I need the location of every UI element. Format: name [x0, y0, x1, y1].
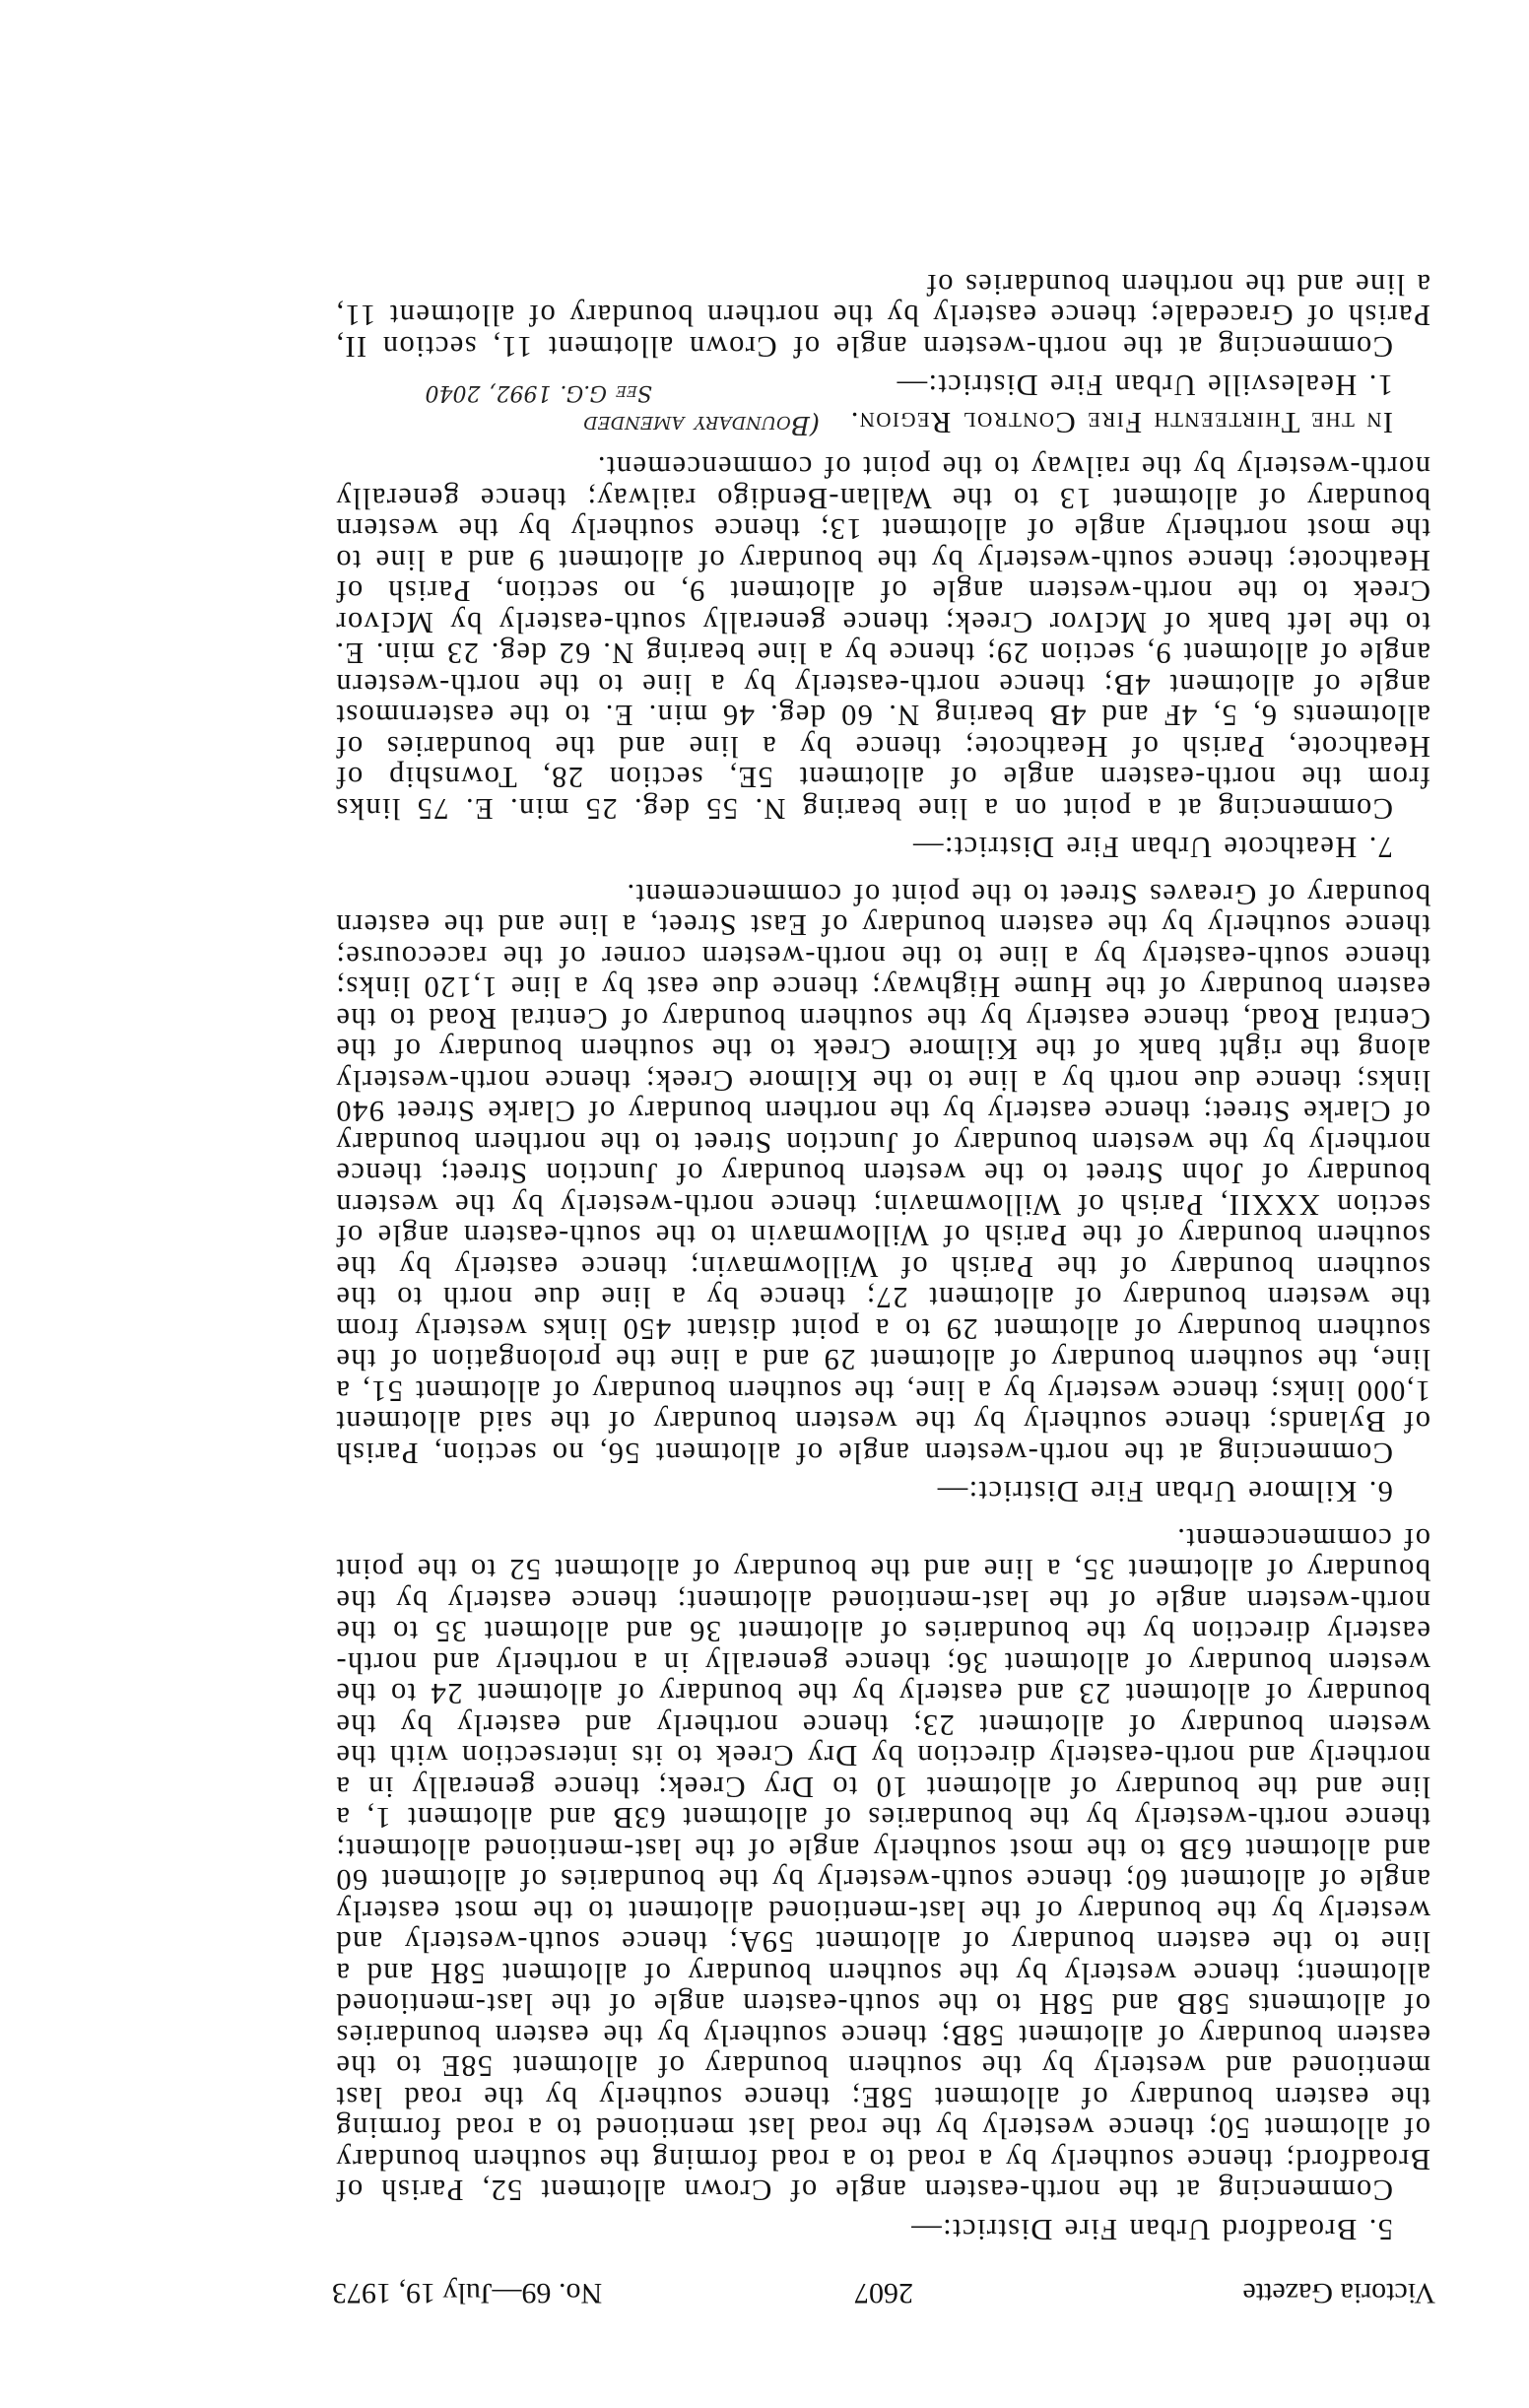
section-text-kilmore: Commencing at the north-western angle of allotment 56, no section, Parish of Bylands; thence southerly by the western boundary of the said allotment 1,000 links; thence westerly by a line, the southern boundary of allotment 51, a line, the southern boundary of allotment 29 and a line the prolongation of the southern boundary of allotment 29 to a point distant 450 links westerly from the western boundary of allotment 27; thence by a line due north to the southern boundary of the Parish of Willowmavin; thence easterly by the southern boundary of the Parish of Willowmavin to the south-eastern angle of section XXXII, Parish of Willowmavin; thence north-westerly by the western boundary of John Street to the western boundary of Junction Street; thence northerly by the western boundary of Junction Street to the northern boundary of Clarke Street; thence easterly by the northern boundary of Clarke Street 940 links; thence due north by a line to the Kilmore Creek; thence north-westerly along the right bank of the Kilmore Creek to the southern boundary of the Central Road, thence easterly by the southern boundary of Central Road to the eastern boundary of the Hume Highway; thence due east by a line 1,120 links; thence south-easterly by a line to the north-western corner of the racecourse; thence southerly by the eastern boundary of East Street, a line and the eastern boundary of Greaves Street to the point of commencement.: [335, 878, 1430, 1470]
publication-title: Victoria Gazette: [1242, 2277, 1435, 2309]
section-text-healesville: Commencing at the north-western angle of Crown allotment 11, section II, Parish of Gracedale; thence easterly by the northern boundary of allotment 11, a line and the northern boundaries of: [335, 268, 1430, 364]
section-heading-broadford: 5. Broadford Urban Fire District:—: [909, 2213, 1393, 2246]
section-text-broadford: Commencing at the north-eastern angle of Crown allotment 52, Parish of Broadford; thence southerly by a road to a road forming the southern boundary of allotment 50; thence westerly by the road last mentioned to a road forming the eastern boundary of allotment 58E; thence southerly by the road last mentioned and westerly by the southern boundary of allotment 58E to the eastern boundary of allotment 58B; thence southerly by the eastern boundaries of allotments 58B and 58H to the south-eastern angle of the last-mentioned allotment; thence westerly by the southern boundary of allotment 58H and a line to the eastern boundary of allotment 59A; thence south-westerly and westerly by the boundary of the last-mentioned allotment to the most easterly angle of allotment 60; thence south-westerly by the boundaries of allotment 60 and allotment 63B to the most southerly angle of the last-mentioned allotment; thence north-westerly by the boundaries of allotment 63B and allotment 1, a line and the boundary of allotment 10 to Dry Creek; thence generally in a northerly and north-easterly direction by Dry Creek to its intersection with the western boundary of allotment 23; thence northerly and easterly by the boundary of allotment 23 and easterly by the boundary of allotment 24 to the western boundary of allotment 36; thence generally in a northerly and north-easterly direction by the boundaries of allotment 36 and allotment 35 to the north-western angle of the last-mentioned allotment; thence easterly by the boundary of allotment 35, a line and the boundary of allotment 52 to the point of commencement.: [335, 1522, 1430, 2208]
section-text-heathcote: Commencing at a point on a line bearing N. 55 deg. 25 min. E. 75 links from the north-eastern angle of allotment 5E, section 28, Township of Heathcote, Parish of Heathcote; thence by a line and the boundaries of allotments 6, 5, 4F and 4B bearing N. 60 deg. 46 min. E. to the easternmost angle of allotment 4B; thence north-easterly by a line to the north-western angle of allotment 9, section 29; thence by a line bearing N. 62 deg. 23 min. E. to the left bank of McIvor Creek; thence generally south-easterly by McIvor Creek to the north-western angle of allotment 9, no section, Parish of Heathcote; thence south-westerly by the boundary of allotment 9 and a line to the most northerly angle of allotment 13; thence southerly by the western boundary of allotment 13 to the Wallan-Bendigo railway; thence generally north-westerly by the railway to the point of commencement.: [335, 450, 1430, 826]
issue-date: No. 69—July 19, 1973: [332, 2277, 603, 2309]
section-heading-heathcote: 7. Heathcote Urban Fire District:—: [911, 831, 1393, 865]
section-heading-healesville: 1. Healesville Urban Fire District:—: [896, 368, 1393, 403]
text-column: [335, 269, 1430, 2251]
page-header: [332, 2270, 1435, 2309]
page-number: 2607: [854, 2277, 913, 2309]
handwritten-reference: See G.G. 1992, 2040: [425, 380, 652, 405]
region-title: In the Thirteenth Fire Control Region.: [849, 406, 1393, 439]
handwritten-note: (Boundary amended: [583, 410, 820, 439]
section-heading-kilmore: 6. Kilmore Urban Fire District:—: [936, 1475, 1393, 1509]
